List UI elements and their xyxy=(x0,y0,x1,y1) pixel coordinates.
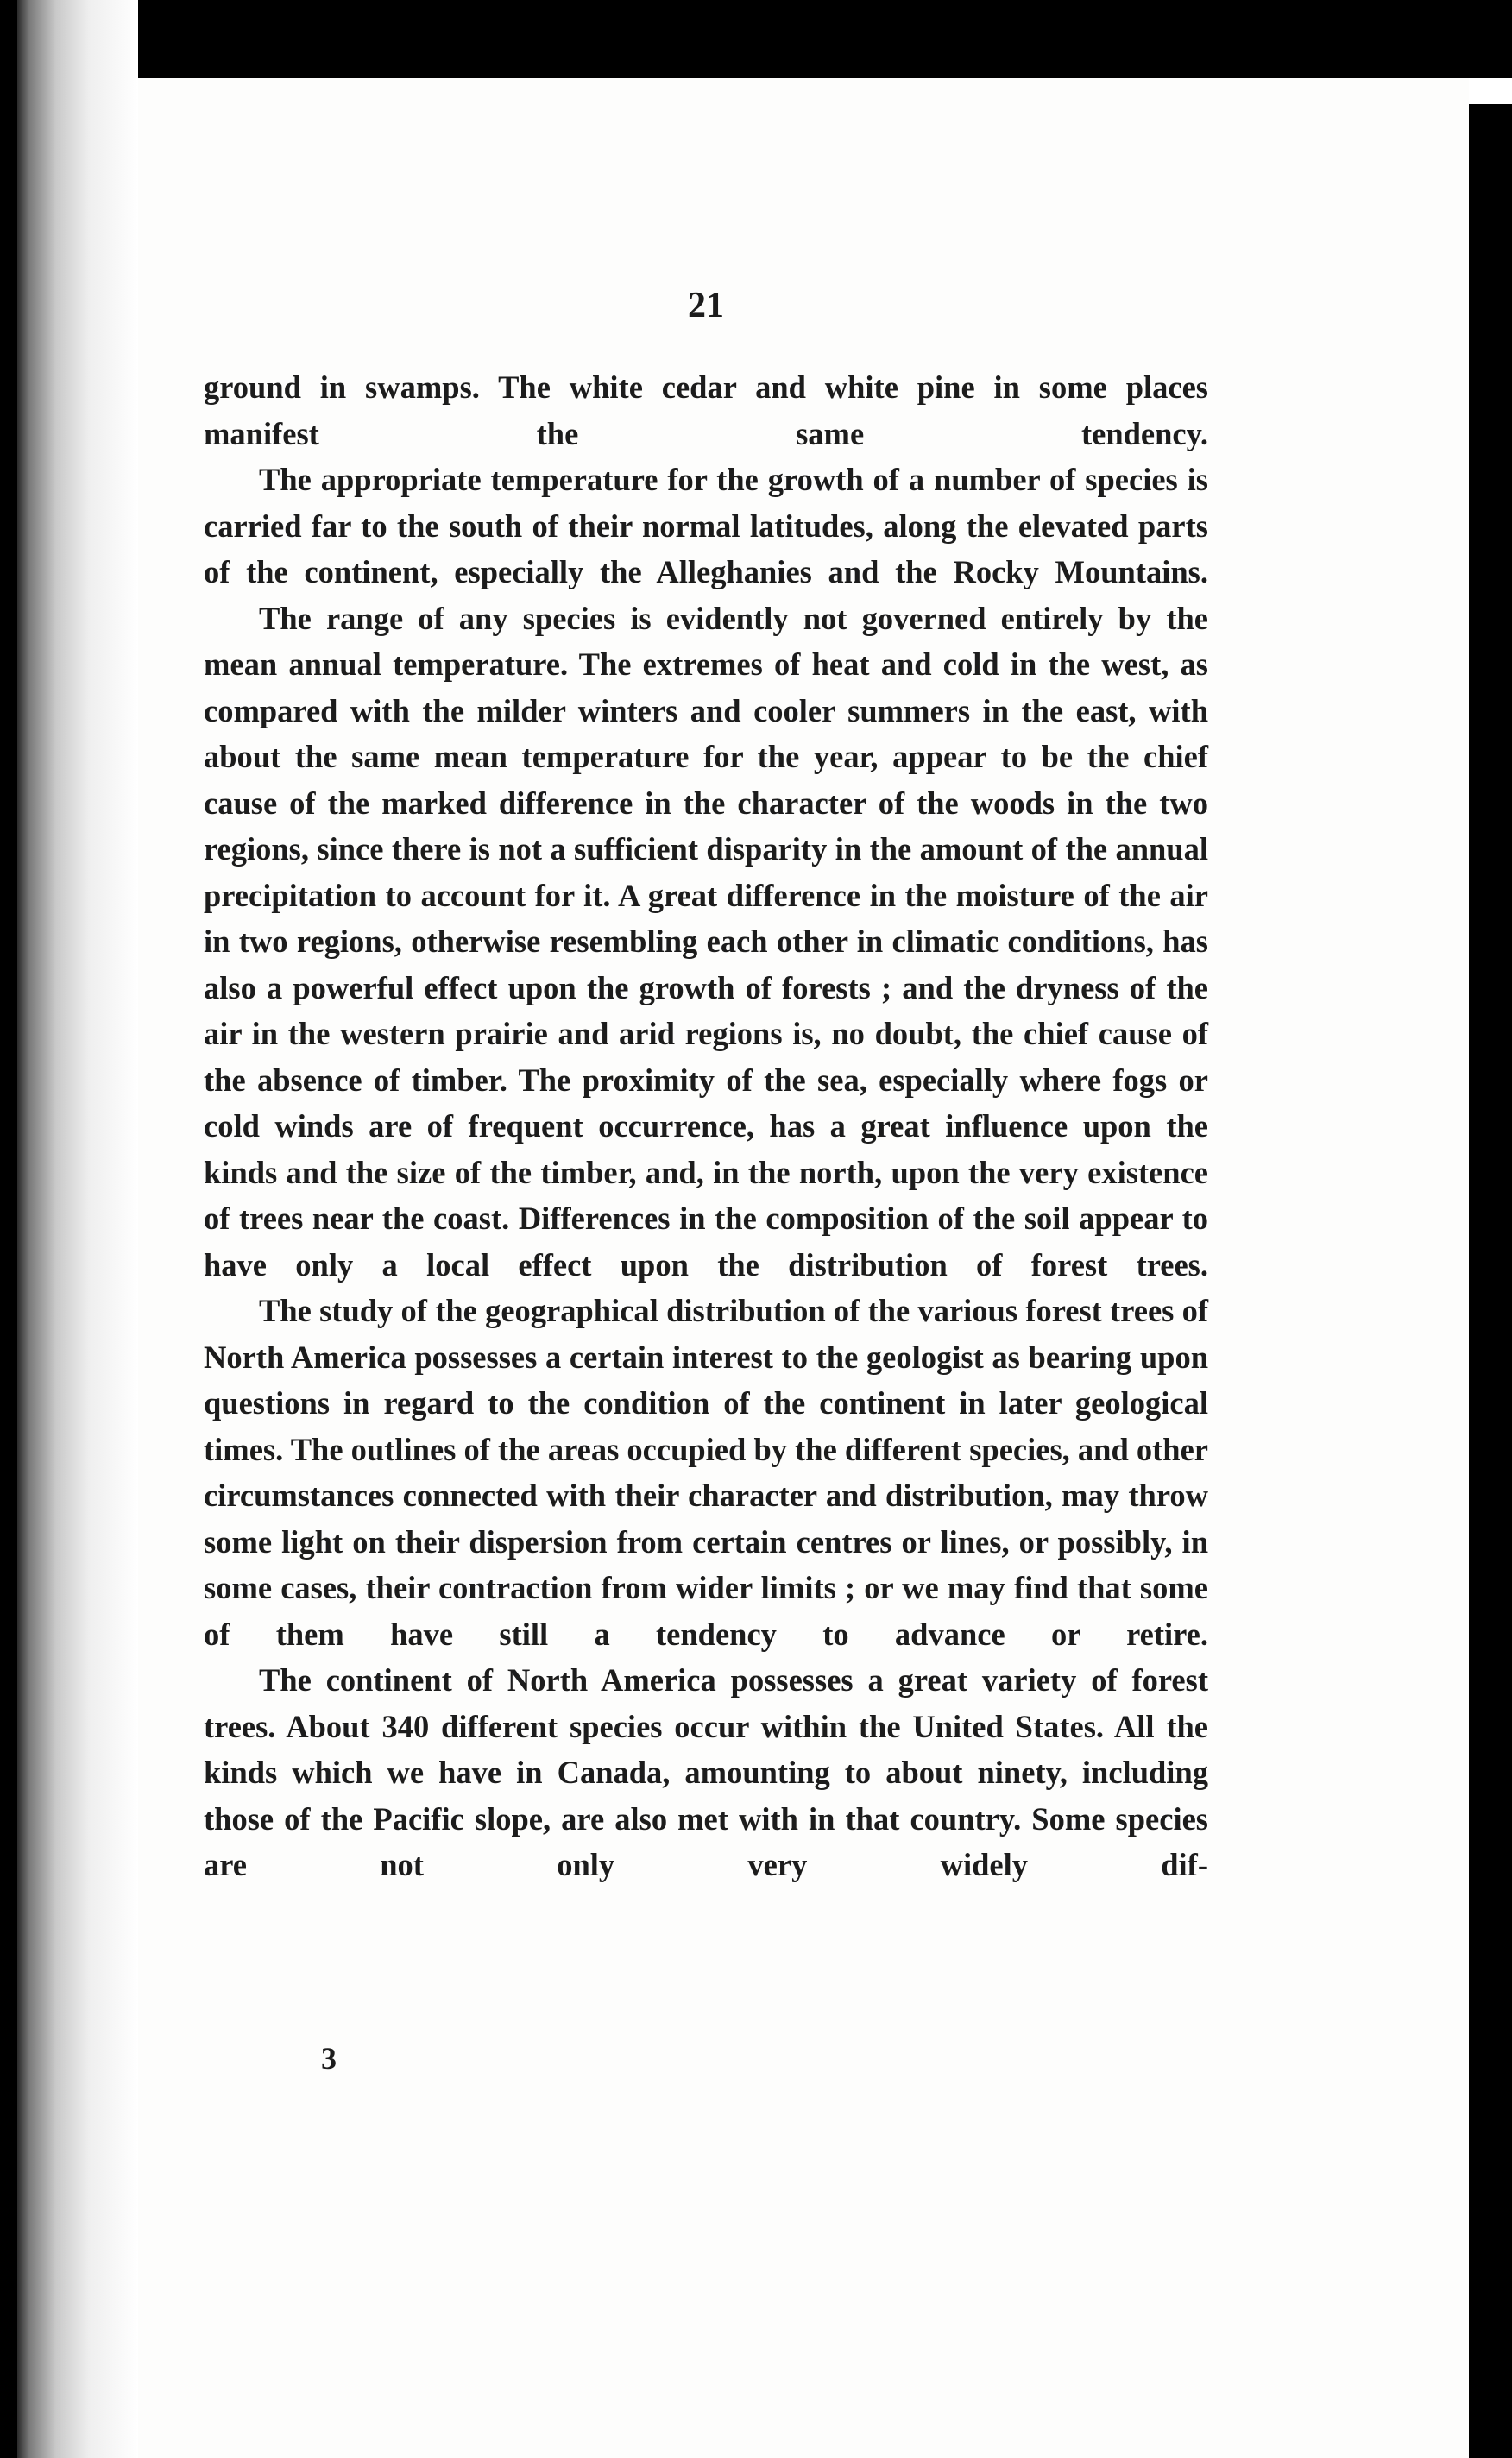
scan-border-left xyxy=(0,0,17,2458)
paragraph: ground in swamps. The white cedar and white pine in some places manifest the same tendency. xyxy=(204,369,1208,451)
scan-border-top xyxy=(0,0,1512,78)
signature-mark: 3 xyxy=(321,2041,337,2076)
body-text xyxy=(204,364,1208,1888)
binding-shadow xyxy=(17,0,138,2458)
paragraph: The range of any species is evidently not governed entirely by the mean annual temperature. The extremes of heat and cold in the west, as compared with the milder winters and cooler summers in the east, with about the same mean temperature for the year, appear to be the chief cause of the marked difference in the character of the woods in the two regions, since there is not a sufficient disparity in the amount of the annual precipitation to account for it. A great difference in the moisture of the air in two regions, otherwise resembling each other in climatic conditions, has also a powerful effect upon the growth of forests ; and the dryness of the air in the western prairie and arid regions is, no doubt, the chief cause of the absence of timber. The proximity of the sea, especially where fogs or cold winds are of frequent occurrence, has a great influence upon the kinds and the size of the timber, and, in the north, upon the very existence of trees near the coast. Differences in the composition of the soil appear to have only a local effect upon the distribution of forest trees. xyxy=(204,600,1208,1283)
scan-border-right xyxy=(1469,104,1512,2458)
paragraph: The study of the geographical distribution of the various forest trees of North America possesses a certain interest to the geologist as bearing upon questions in regard to the condition of the continent in later geological times. The outlines of the areas occupied by the different species, and other circumstances connected with their character and distribution, may throw some light on their dispersion from certain centres or lines, or possibly, in some cases, their contraction from wider limits ; or we may find that some of them have still a tendency to advance or retire. xyxy=(204,1293,1208,1652)
paragraph: The appropriate temperature for the growth of a number of species is carried far to the south of their normal latitudes, along the elevated parts of the continent, especially the Alleghanies and the Rocky Mountains. xyxy=(204,462,1208,589)
page-number: 21 xyxy=(688,286,724,325)
paragraph: The continent of North America possesses a great variety of forest trees. About 340 different species occur within the United States. All the kinds which we have in Canada, amounting to about ninety, including those of the Pacific slope, are also met with in that country. Some species are not only very widely dif- xyxy=(204,1662,1208,1882)
